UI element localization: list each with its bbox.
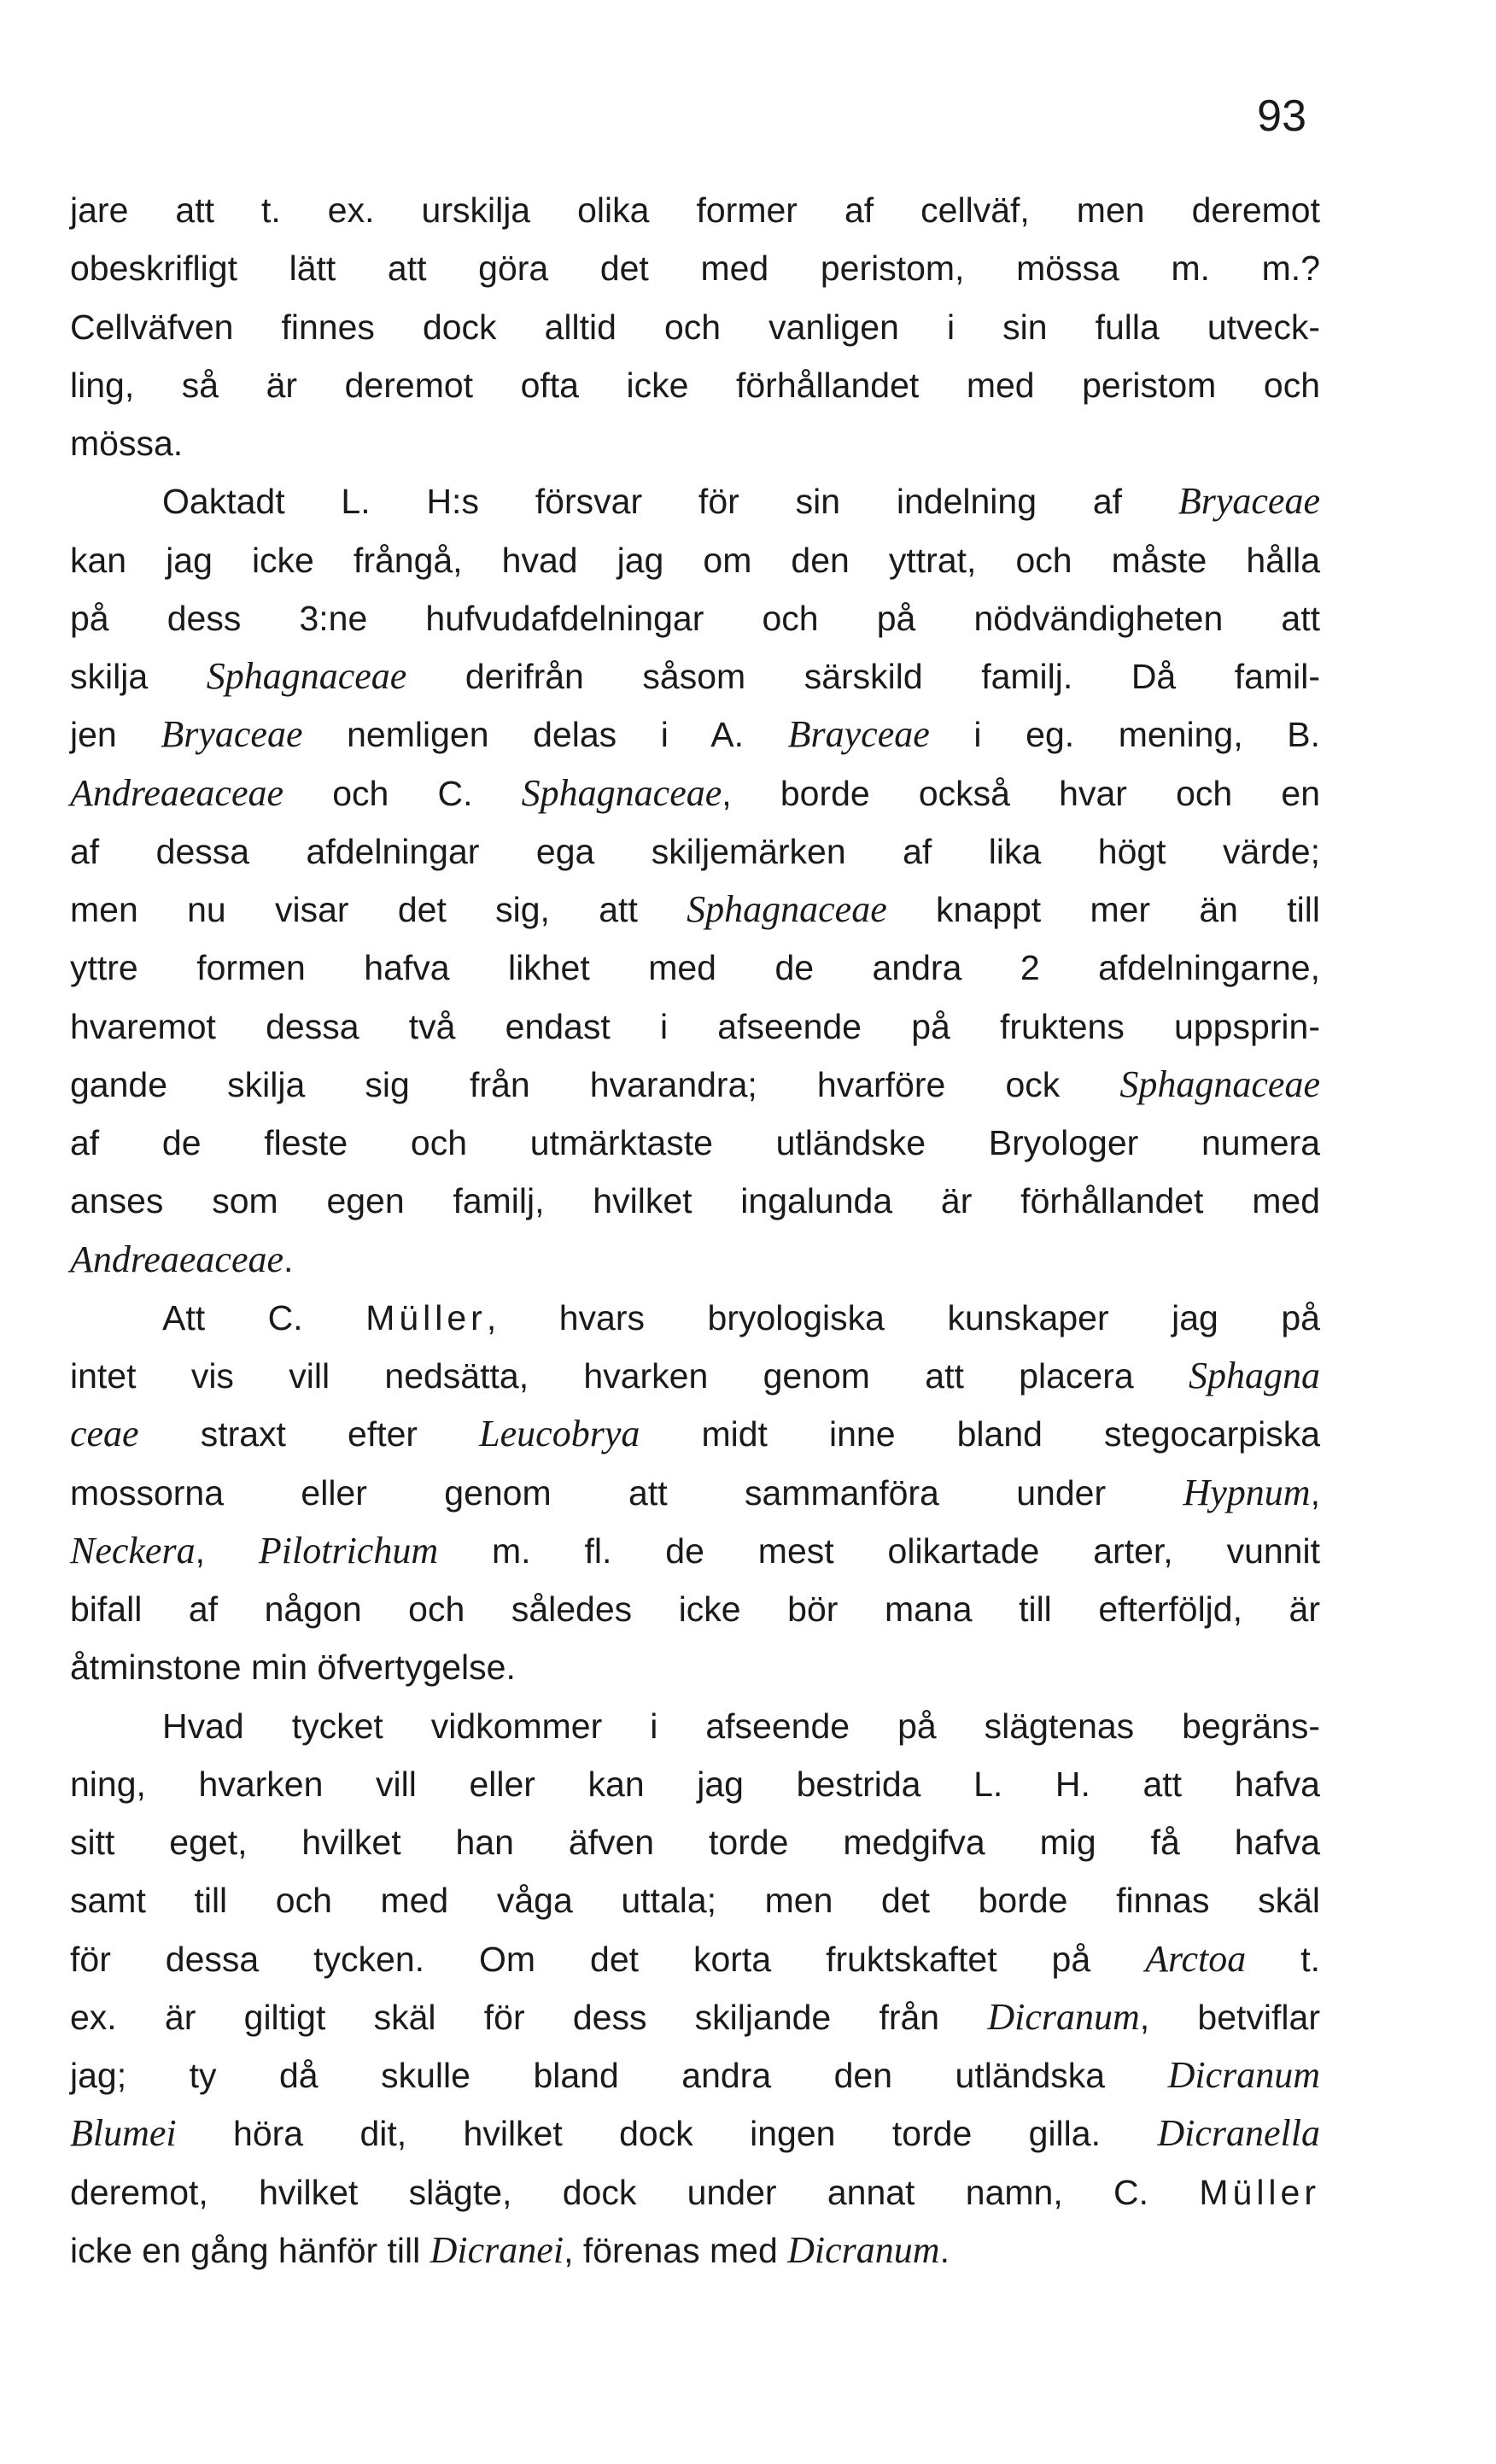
text-segment: , betviflar (1139, 1997, 1320, 2037)
text-line (70, 1231, 1320, 1289)
text-line (70, 1172, 1320, 1230)
text-segment: Cellväfven finnes dock alltid och vanligen i sin fulla utveck- (70, 307, 1320, 347)
text-segment: , (195, 1530, 259, 1571)
text-segment: anses som egen familj, hvilket ingalunda är förhållandet med (70, 1181, 1320, 1221)
text-line (70, 2221, 1320, 2280)
page-number: 93 (1257, 91, 1306, 141)
text-segment: mossorna eller genom att sammanföra under (70, 1472, 1183, 1513)
italic-term: Bryaceae (1178, 480, 1320, 523)
text-line (70, 2104, 1320, 2163)
text-line (70, 1580, 1320, 1638)
text-segment: derifrån såsom särskild familj. Då famil- (406, 657, 1320, 696)
italic-term: Sphagnaceae (1119, 1062, 1320, 1105)
text-line (70, 1988, 1320, 2046)
text-segment: . (283, 1239, 294, 1279)
italic-term: Dicranei (430, 2228, 564, 2271)
text-line (70, 414, 1320, 472)
spaced-name: Müller (365, 1297, 487, 1337)
text-segment: Att C. (162, 1297, 366, 1337)
italic-term: Bryaceae (161, 713, 303, 756)
italic-term: Dicranum (987, 1995, 1140, 2038)
text-segment: af dessa afdelningar ega skiljemärken af lika högt värde; (70, 831, 1320, 871)
text-segment: , hvars bryologiska kunskaper jag på (486, 1297, 1320, 1337)
italic-term: Brayceae (787, 713, 930, 756)
text-line (70, 1813, 1320, 1871)
text-segment: straxt efter (138, 1414, 480, 1454)
text-line (70, 472, 1320, 530)
text-line (70, 2163, 1320, 2221)
text-segment: intet vis vill nedsätta, hvarken genom att placera (70, 1356, 1189, 1396)
text-line (70, 705, 1320, 764)
italic-term: Dicranella (1157, 2112, 1320, 2155)
text-segment: skilja (70, 657, 207, 696)
text-line (70, 1697, 1320, 1755)
text-line (70, 1347, 1320, 1405)
text-segment: knappt mer än till (886, 890, 1320, 929)
text-line (70, 1930, 1320, 1988)
text-segment: Hvad tycket vidkommer i afseende på slägtenas begräns- (162, 1706, 1320, 1746)
text-segment: , (1310, 1472, 1320, 1513)
text-line (70, 881, 1320, 939)
text-line (70, 2046, 1320, 2104)
text-line (70, 181, 1320, 239)
text-line (70, 1405, 1320, 1463)
italic-term: Hypnum (1183, 1471, 1311, 1513)
italic-term: Sphagnaceae (206, 655, 407, 697)
text-segment: deremot, hvilket slägte, dock under annat namn, C. (70, 2172, 1200, 2212)
text-line (70, 1871, 1320, 1929)
text-line (70, 1522, 1320, 1580)
text-segment: samt till och med våga uttala; men det borde finnas skäl (70, 1881, 1320, 1921)
text-segment: bifall af någon och således icke bör mana till efterföljd, är (70, 1589, 1320, 1629)
text-line (70, 1464, 1320, 1522)
italic-term: Sphagna (1189, 1355, 1320, 1396)
text-segment: gande skilja sig från hvarandra; hvarföre ock (70, 1064, 1120, 1104)
text-segment: hvaremot dessa två endast i afseende på fruktens uppsprin- (70, 1006, 1320, 1046)
text-segment: nemligen delas i A. (302, 715, 788, 755)
italic-term: Arctoa (1145, 1937, 1247, 1980)
text-segment: kan jag icke frångå, hvad jag om den yttrat, och måste hålla (70, 540, 1320, 580)
text-segment: yttre formen hafva likhet med de andra 2 afdelningarne, (70, 948, 1320, 988)
text-segment: m. fl. de mest olikartade arter, vunnit (438, 1530, 1320, 1571)
text-segment: midt inne bland stegocarpiska (640, 1414, 1321, 1454)
italic-term: Neckera (70, 1529, 196, 1571)
body-text (70, 181, 1320, 2280)
text-segment: ning, hvarken vill eller kan jag bestrida L. H. att hafva (70, 1764, 1320, 1804)
text-line (70, 647, 1320, 705)
text-segment: i eg. mening, B. (929, 715, 1320, 755)
text-segment: för dessa tycken. Om det korta fruktskaftet på (70, 1939, 1146, 1979)
text-line (70, 1289, 1320, 1347)
italic-term: Blumei (70, 2112, 177, 2155)
italic-term: ceae (70, 1413, 139, 1455)
italic-term: Sphagnaceae (521, 771, 722, 814)
text-segment: men nu visar det sig, att (70, 890, 687, 929)
italic-term: Andreaeaceae (70, 1238, 284, 1280)
text-segment: icke en gång hänför till (70, 2230, 430, 2270)
text-line (70, 589, 1320, 647)
text-segment: jen (70, 715, 161, 755)
text-line (70, 356, 1320, 414)
text-line (70, 1638, 1320, 1696)
text-line (70, 239, 1320, 297)
text-segment: ex. är giltigt skäl för dess skiljande från (70, 1997, 988, 2037)
text-segment: åtminstone min öfvertygelse. (70, 1648, 516, 1688)
italic-term: Dicranum (787, 2228, 940, 2271)
text-segment: jare att t. ex. urskilja olika former af cellväf, men deremot (70, 190, 1320, 230)
italic-term: Andreaeaceae (70, 771, 284, 814)
text-segment: . (939, 2230, 950, 2270)
text-line (70, 1755, 1320, 1813)
text-segment: Oaktadt L. H:s försvar för sin indelning af (162, 482, 1178, 522)
italic-term: Sphagnaceae (687, 888, 887, 930)
text-segment: jag; ty då skulle bland andra den utländska (70, 2056, 1168, 2095)
text-segment: t. (1246, 1939, 1320, 1979)
text-line (70, 1056, 1320, 1114)
text-segment: , förenas med (564, 2230, 788, 2270)
text-segment: höra dit, hvilket dock ingen torde gilla. (176, 2114, 1158, 2154)
text-line (70, 1114, 1320, 1172)
text-line (70, 998, 1320, 1056)
text-segment: på dess 3:ne hufvudafdelningar och på nödvändigheten att (70, 598, 1320, 638)
text-line (70, 822, 1320, 881)
italic-term: Leucobrya (479, 1413, 640, 1455)
text-line (70, 939, 1320, 997)
spaced-name: Müller (1199, 2172, 1320, 2212)
text-segment: af de fleste och utmärktaste utländske Bryologer numera (70, 1123, 1320, 1162)
italic-term: Pilotrichum (258, 1529, 439, 1571)
text-segment: ling, så är deremot ofta icke förhållandet med peristom och (70, 365, 1320, 405)
text-segment: sitt eget, hvilket han äfven torde medgifva mig få hafva (70, 1823, 1320, 1862)
text-segment: och C. (283, 773, 522, 813)
text-segment: , borde också hvar och en (722, 773, 1321, 813)
text-line (70, 764, 1320, 822)
text-segment: mössa. (70, 424, 184, 463)
text-segment: obeskrifligt lätt att göra det med peristom, mössa m. m.? (70, 249, 1320, 289)
text-line (70, 298, 1320, 356)
text-line (70, 531, 1320, 589)
italic-term: Dicranum (1167, 2054, 1320, 2096)
